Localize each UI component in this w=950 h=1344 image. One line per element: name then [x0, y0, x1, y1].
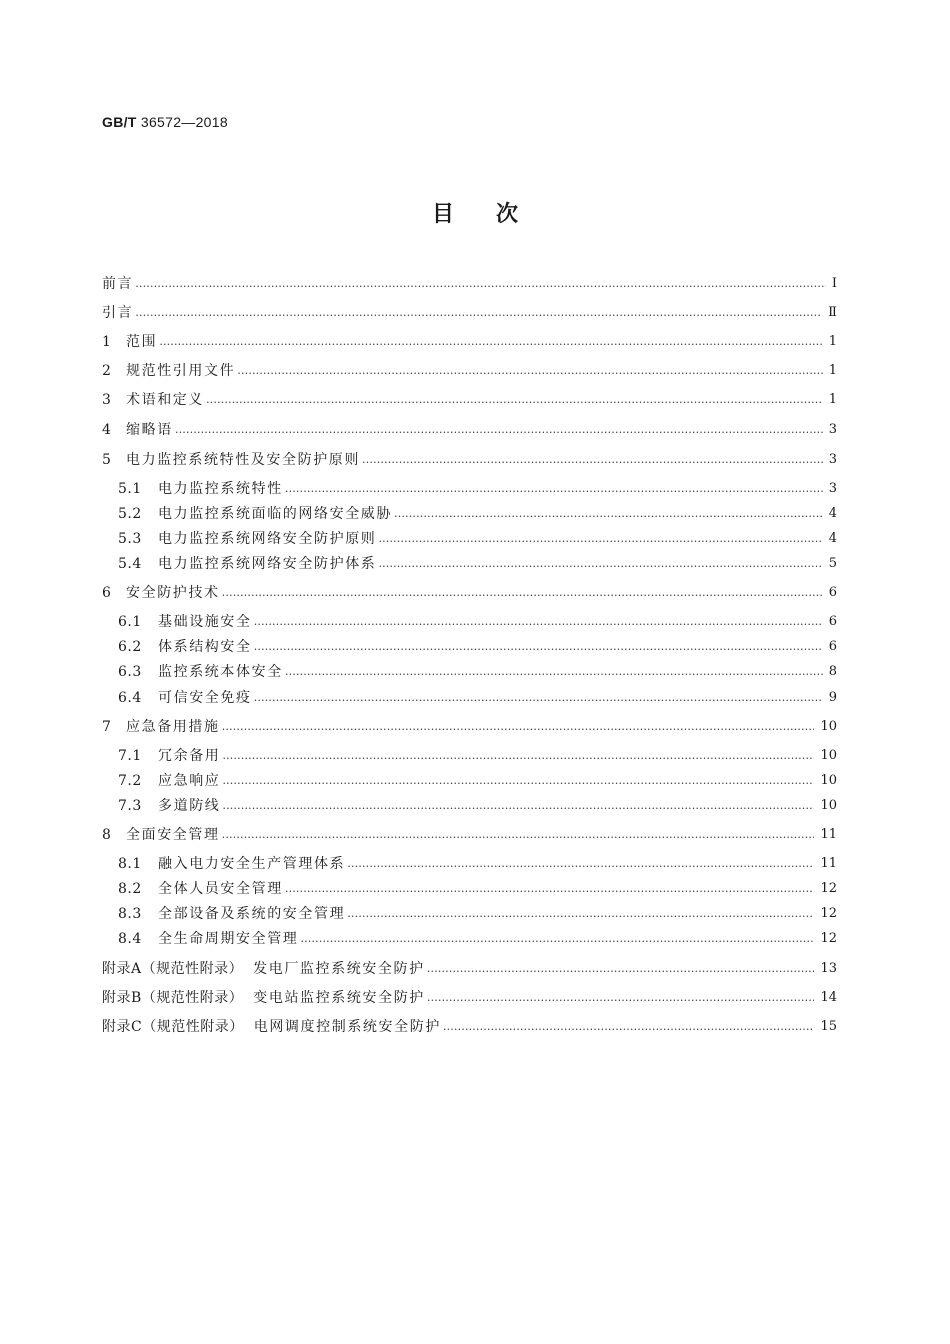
toc-entry-page: 12 [820, 881, 837, 896]
toc-entry-page: 1 [828, 363, 837, 378]
toc-entry-label: 电力监控系统特性 [158, 481, 283, 497]
toc-entry-page: 12 [820, 906, 837, 921]
toc-entry-page: 5 [828, 556, 837, 571]
toc-entry-label: 融入电力安全生产管理体系 [158, 856, 346, 872]
toc-entry-page: 1 [828, 334, 837, 349]
toc-entry-section-8-4[interactable] [118, 929, 837, 949]
toc-entry-page: 12 [820, 931, 837, 946]
dot-leader [135, 274, 826, 294]
toc-entry-page: 13 [820, 961, 837, 976]
dot-leader [378, 529, 822, 549]
toc-entry-number: 3 [102, 392, 112, 408]
dot-leader [347, 904, 814, 924]
toc-entry-label: 引言 [102, 305, 134, 321]
dot-leader [427, 988, 815, 1008]
toc-entry-section-1[interactable] [102, 332, 837, 352]
toc-entry-foreword[interactable] [102, 274, 837, 294]
dot-leader [362, 450, 823, 470]
dot-leader [285, 662, 823, 682]
toc-entry-section-5-4[interactable] [118, 554, 837, 574]
toc-entry-number: 8.4 [118, 931, 142, 947]
toc-entry-section-6[interactable] [102, 583, 837, 603]
toc-entry-page: 3 [828, 481, 837, 496]
dot-leader [222, 796, 814, 816]
toc-entry-label: 电力监控系统面临的网络安全威胁 [158, 506, 392, 522]
toc-entry-section-7-1[interactable] [118, 746, 837, 766]
dot-leader [237, 361, 823, 381]
toc-entry-page: 1 [828, 392, 837, 407]
toc-entry-section-6-2[interactable] [118, 637, 837, 657]
toc-entry-page: 10 [820, 719, 837, 734]
toc-entry-label: 全生命周期安全管理 [158, 931, 299, 947]
toc-entry-section-6-4[interactable] [118, 688, 837, 708]
toc-entry-number: 8.2 [118, 881, 142, 897]
toc-entry-page: 3 [828, 452, 837, 467]
toc-entry-section-5-2[interactable] [118, 504, 837, 524]
toc-entry-page: 4 [828, 531, 837, 546]
toc-entry-section-7[interactable] [102, 717, 837, 737]
toc-entry-label: 多道防线 [158, 798, 221, 814]
dot-leader [285, 879, 815, 899]
dot-leader [347, 854, 814, 874]
toc-entry-page: 14 [820, 990, 837, 1005]
toc-entry-page: 11 [820, 856, 837, 871]
dot-leader [254, 612, 823, 632]
toc-entry-section-6-1[interactable] [118, 612, 837, 632]
toc-entry-appendix-b[interactable] [102, 988, 837, 1008]
toc-entry-section-3[interactable] [102, 390, 837, 410]
toc-entry-page: 8 [828, 664, 837, 679]
toc-entry-label: 范围 [126, 334, 158, 350]
toc-entry-label: 基础设施安全 [158, 614, 252, 630]
toc-entry-number: 7 [102, 719, 112, 735]
toc-entry-page: 4 [828, 506, 837, 521]
toc-entry-number: 7.2 [118, 773, 142, 789]
toc-entry-label: 全面安全管理 [126, 827, 220, 843]
dot-leader [175, 420, 823, 440]
toc-entry-label: 全体人员安全管理 [158, 881, 283, 897]
dot-leader [222, 825, 815, 845]
dot-leader [427, 959, 815, 979]
toc-entry-page: 11 [820, 827, 837, 842]
dot-leader [254, 688, 823, 708]
toc-entry-number: 6.2 [118, 639, 142, 655]
toc-entry-label: 电力监控系统特性及安全防护原则 [126, 452, 360, 468]
toc-entry-section-8-3[interactable] [118, 904, 837, 924]
toc-entry-section-5-3[interactable] [118, 529, 837, 549]
toc-entry-page: Ⅰ [831, 276, 837, 291]
toc-entry-label: 可信安全免疫 [158, 690, 252, 706]
toc-entry-section-8[interactable] [102, 825, 837, 845]
toc-entry-section-4[interactable] [102, 420, 837, 440]
toc-entry-label: 电力监控系统网络安全防护原则 [158, 531, 377, 547]
toc-entry-label: 变电站监控系统安全防护 [253, 990, 425, 1006]
toc-entry-label: 电力监控系统网络安全防护体系 [158, 556, 377, 572]
dot-leader [300, 929, 814, 949]
toc-entry-number: 4 [102, 422, 112, 438]
toc-entry-label: 缩略语 [126, 422, 173, 438]
toc-entry-label: 全部设备及系统的安全管理 [158, 906, 346, 922]
toc-entry-page: 6 [828, 639, 837, 654]
toc-entry-page: 10 [820, 798, 837, 813]
toc-entry-number: 5.2 [118, 506, 142, 522]
dot-leader [222, 583, 823, 603]
toc-entry-section-5-1[interactable] [118, 479, 837, 499]
toc-entry-number: 5 [102, 452, 112, 468]
toc-entry-page: 6 [828, 614, 837, 629]
dot-leader [254, 637, 823, 657]
dot-leader [222, 746, 814, 766]
dot-leader [378, 554, 822, 574]
toc-entry-label: 体系结构安全 [158, 639, 252, 655]
toc-entry-number: 1 [102, 334, 112, 350]
dot-leader [222, 771, 814, 791]
dot-leader [394, 504, 823, 524]
toc-entry-label: 冗余备用 [158, 748, 221, 764]
toc-entry-number: 附录B（规范性附录） [102, 990, 244, 1006]
toc-entry-number: 附录C（规范性附录） [102, 1019, 244, 1035]
standard-code [102, 114, 228, 130]
toc-entry-number: 6 [102, 585, 112, 601]
toc-entry-number: 5.1 [118, 481, 142, 497]
standard-number: 36572—2018 [140, 114, 228, 130]
toc-entry-section-2[interactable] [102, 361, 837, 381]
toc-entry-number: 6.4 [118, 690, 142, 706]
toc-entry-section-8-2[interactable] [118, 879, 837, 899]
toc-entry-introduction[interactable] [102, 303, 837, 323]
dot-leader [443, 1017, 815, 1037]
toc-entry-number: 7.1 [118, 748, 142, 764]
toc-entry-number: 8.3 [118, 906, 142, 922]
toc-entry-section-6-3[interactable] [118, 662, 837, 682]
toc-entry-number: 5.4 [118, 556, 142, 572]
toc-entry-number: 8.1 [118, 856, 142, 872]
toc-entry-number: 2 [102, 363, 112, 379]
toc-entry-number: 附录A（规范性附录） [102, 961, 244, 977]
toc-entry-label: 安全防护技术 [126, 585, 220, 601]
toc-entry-number: 5.3 [118, 531, 142, 547]
toc-entry-label: 电网调度控制系统安全防护 [253, 1019, 441, 1035]
standard-prefix: GB/T [102, 114, 137, 130]
dot-leader [135, 303, 822, 323]
toc-entry-number: 8 [102, 827, 112, 843]
toc-entry-number: 6.1 [118, 614, 142, 630]
toc-entry-appendix-a[interactable] [102, 959, 837, 979]
toc-entry-page: 3 [828, 422, 837, 437]
toc-entry-page: Ⅱ [828, 305, 837, 320]
toc-entry-section-8-1[interactable] [118, 854, 837, 874]
dot-leader [285, 479, 823, 499]
toc-entry-page: 10 [820, 773, 837, 788]
toc-entry-page: 6 [828, 585, 837, 600]
toc-entry-label: 规范性引用文件 [126, 363, 236, 379]
dot-leader [222, 717, 815, 737]
dot-leader [159, 332, 823, 352]
toc-entry-number: 7.3 [118, 798, 142, 814]
toc-title: 目次 [431, 202, 560, 227]
toc-entry-label: 前言 [102, 276, 134, 292]
toc-entry-page: 9 [828, 690, 837, 705]
toc-entry-appendix-c[interactable] [102, 1017, 837, 1037]
toc-entry-label: 应急响应 [158, 773, 221, 789]
dot-leader [206, 390, 823, 410]
toc-entry-section-7-3[interactable] [118, 796, 837, 816]
toc-entry-label: 监控系统本体安全 [158, 664, 283, 680]
toc-entry-page: 10 [820, 748, 837, 763]
toc-entry-section-5[interactable] [102, 450, 837, 470]
toc-entry-label: 应急备用措施 [126, 719, 220, 735]
toc-entry-label: 术语和定义 [126, 392, 204, 408]
toc-entry-section-7-2[interactable] [118, 771, 837, 791]
toc-entry-page: 15 [820, 1019, 837, 1034]
toc-entry-label: 发电厂监控系统安全防护 [253, 961, 425, 977]
toc-entry-number: 6.3 [118, 664, 142, 680]
